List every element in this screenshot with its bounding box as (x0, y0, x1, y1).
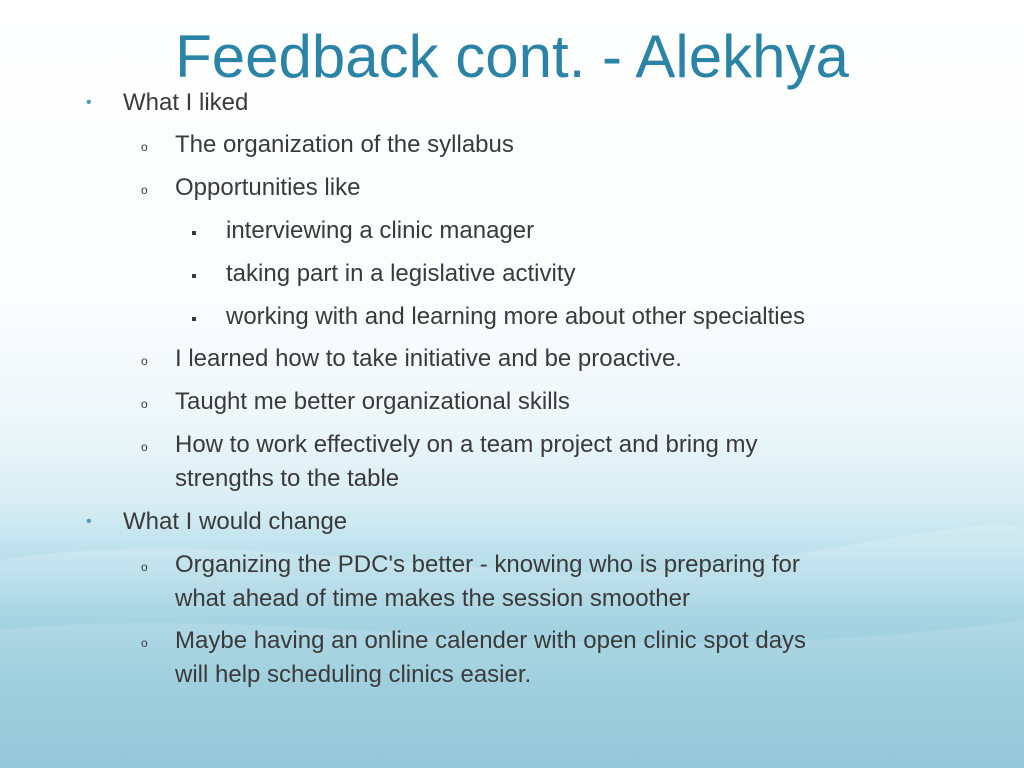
bullet-circle-icon: o (141, 183, 148, 197)
list-item-line: will help scheduling clinics easier. (175, 661, 532, 688)
bullet-circle-icon: o (141, 397, 148, 411)
section-heading-liked: What I liked (123, 89, 249, 116)
bullet-circle-icon: o (141, 140, 148, 154)
bullet-square-icon (192, 274, 196, 278)
bullet-square-icon (192, 317, 196, 321)
list-item-line: what ahead of time makes the session smoother (175, 585, 690, 612)
sub-list-item: taking part in a legislative activity (226, 260, 576, 287)
list-item: The organization of the syllabus (175, 131, 514, 158)
list-item-line: Maybe having an online calender with open clinic spot days (175, 627, 807, 654)
bullet-circle-icon: o (141, 354, 148, 368)
bullet-square-icon (192, 231, 196, 235)
list-item: I learned how to take initiative and be proactive. (175, 345, 682, 372)
slide-title: Feedback cont. - Alekhya (175, 23, 849, 90)
bullet-circle-icon: o (141, 636, 148, 650)
list-item: Opportunities like (175, 174, 361, 201)
bullet-dot-icon: • (86, 513, 92, 530)
bullet-circle-icon: o (141, 560, 148, 574)
list-item-line: How to work effectively on a team project and bring my (175, 431, 758, 458)
bullet-circle-icon: o (141, 440, 148, 454)
sub-list-item: interviewing a clinic manager (226, 217, 535, 244)
list-item-line: Organizing the PDC's better - knowing who is preparing for (175, 551, 800, 578)
section-heading-change: What I would change (123, 508, 348, 535)
sub-list-item: working with and learning more about other specialties (226, 303, 805, 330)
list-item-line: strengths to the table (175, 465, 400, 492)
list-item: Taught me better organizational skills (175, 388, 570, 415)
bullet-dot-icon: • (86, 94, 92, 111)
